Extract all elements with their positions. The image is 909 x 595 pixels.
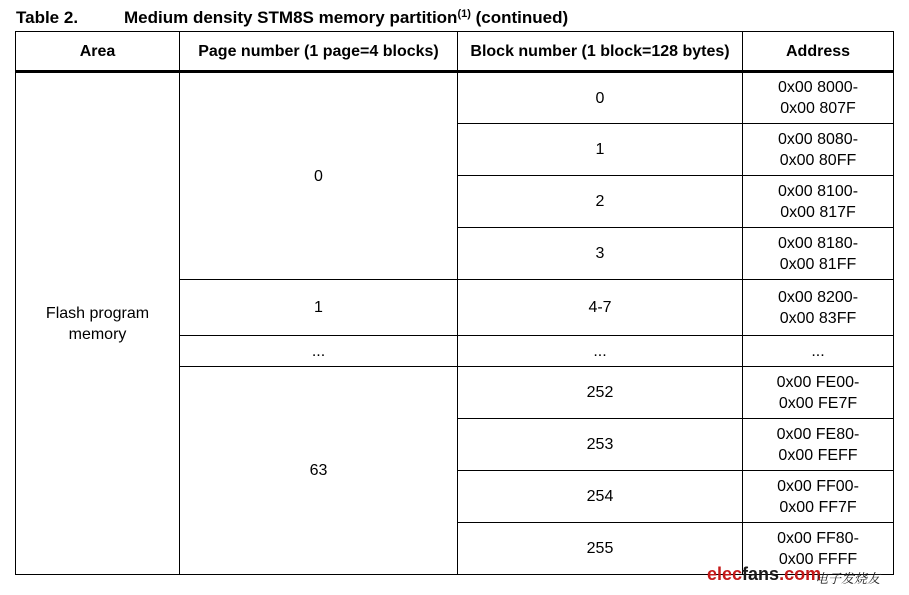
block-cell: 254	[458, 471, 743, 523]
address-cell	[743, 280, 894, 336]
address-end: 0x00 FF7F	[779, 498, 857, 516]
address-end: 0x00 FE7F	[778, 394, 858, 412]
block-cell: ...	[458, 336, 743, 367]
address-end: 0x00 807F	[780, 100, 856, 117]
header-address: Address	[743, 32, 894, 72]
address-start: 0x00 FE00-	[776, 373, 860, 391]
table-number: Table 2.	[16, 8, 79, 27]
address-start: 0x00 8200-	[777, 288, 859, 306]
page-cell-ellipsis: ...	[180, 336, 458, 367]
block-cell: 252	[458, 367, 743, 419]
address-start: 0x00 FF00-	[777, 477, 859, 495]
area-cell	[16, 72, 180, 575]
header-block-number: Block number (1 block=128 bytes)	[458, 32, 743, 72]
address-start: 0x00 FE80-	[776, 425, 860, 443]
watermark-brand-dark: fans	[742, 564, 780, 584]
area-label-line1: Flash program	[45, 304, 150, 322]
address-cell	[743, 471, 894, 523]
page-cell-63: 63	[180, 367, 458, 575]
watermark-chinese: 电子发烧友	[815, 572, 881, 587]
address-end: 0x00 FEFF	[778, 446, 858, 464]
address-cell	[743, 419, 894, 471]
address-start: 0x00 8000-	[777, 79, 859, 96]
watermark-brand-suffix: .com	[779, 564, 822, 584]
address-cell	[743, 176, 894, 228]
continued-label: (continued)	[475, 8, 569, 27]
block-cell: 2	[458, 176, 743, 228]
watermark-brand	[707, 564, 821, 585]
block-cell: 4-7	[458, 280, 743, 336]
address-start: 0x00 FF80-	[777, 529, 859, 547]
address-start: 0x00 8080-	[777, 130, 859, 148]
address-cell	[743, 228, 894, 280]
page-cell-0: 0	[180, 72, 458, 280]
address-start: 0x00 8180-	[777, 234, 859, 252]
table-title	[124, 8, 568, 28]
header-page-number: Page number (1 page=4 blocks)	[180, 32, 458, 72]
memory-partition-table	[15, 31, 894, 575]
watermark-brand-red: elec	[707, 564, 743, 584]
table-title-text: Medium density STM8S memory partition	[124, 8, 458, 27]
address-cell	[743, 124, 894, 176]
address-end: 0x00 FFFF	[778, 550, 858, 568]
watermark-logo	[707, 562, 907, 590]
block-cell: 253	[458, 419, 743, 471]
table-row	[16, 72, 894, 124]
table-header-row	[16, 32, 894, 72]
address-cell: ...	[743, 336, 894, 367]
address-cell	[743, 367, 894, 419]
block-cell: 0	[458, 72, 743, 124]
block-cell: 3	[458, 228, 743, 280]
address-cell	[743, 72, 894, 124]
block-cell: 1	[458, 124, 743, 176]
header-area: Area	[16, 32, 180, 72]
area-label-line2: memory	[68, 325, 127, 343]
address-start: 0x00 8100-	[777, 182, 859, 200]
address-end: 0x00 817F	[780, 203, 856, 221]
address-end: 0x00 80FF	[779, 151, 857, 169]
footnote-ref: (1)	[457, 8, 471, 20]
address-end: 0x00 83FF	[779, 309, 857, 327]
block-cell: 255	[458, 523, 743, 575]
page-cell-1: 1	[180, 280, 458, 336]
address-end: 0x00 81FF	[779, 255, 857, 273]
